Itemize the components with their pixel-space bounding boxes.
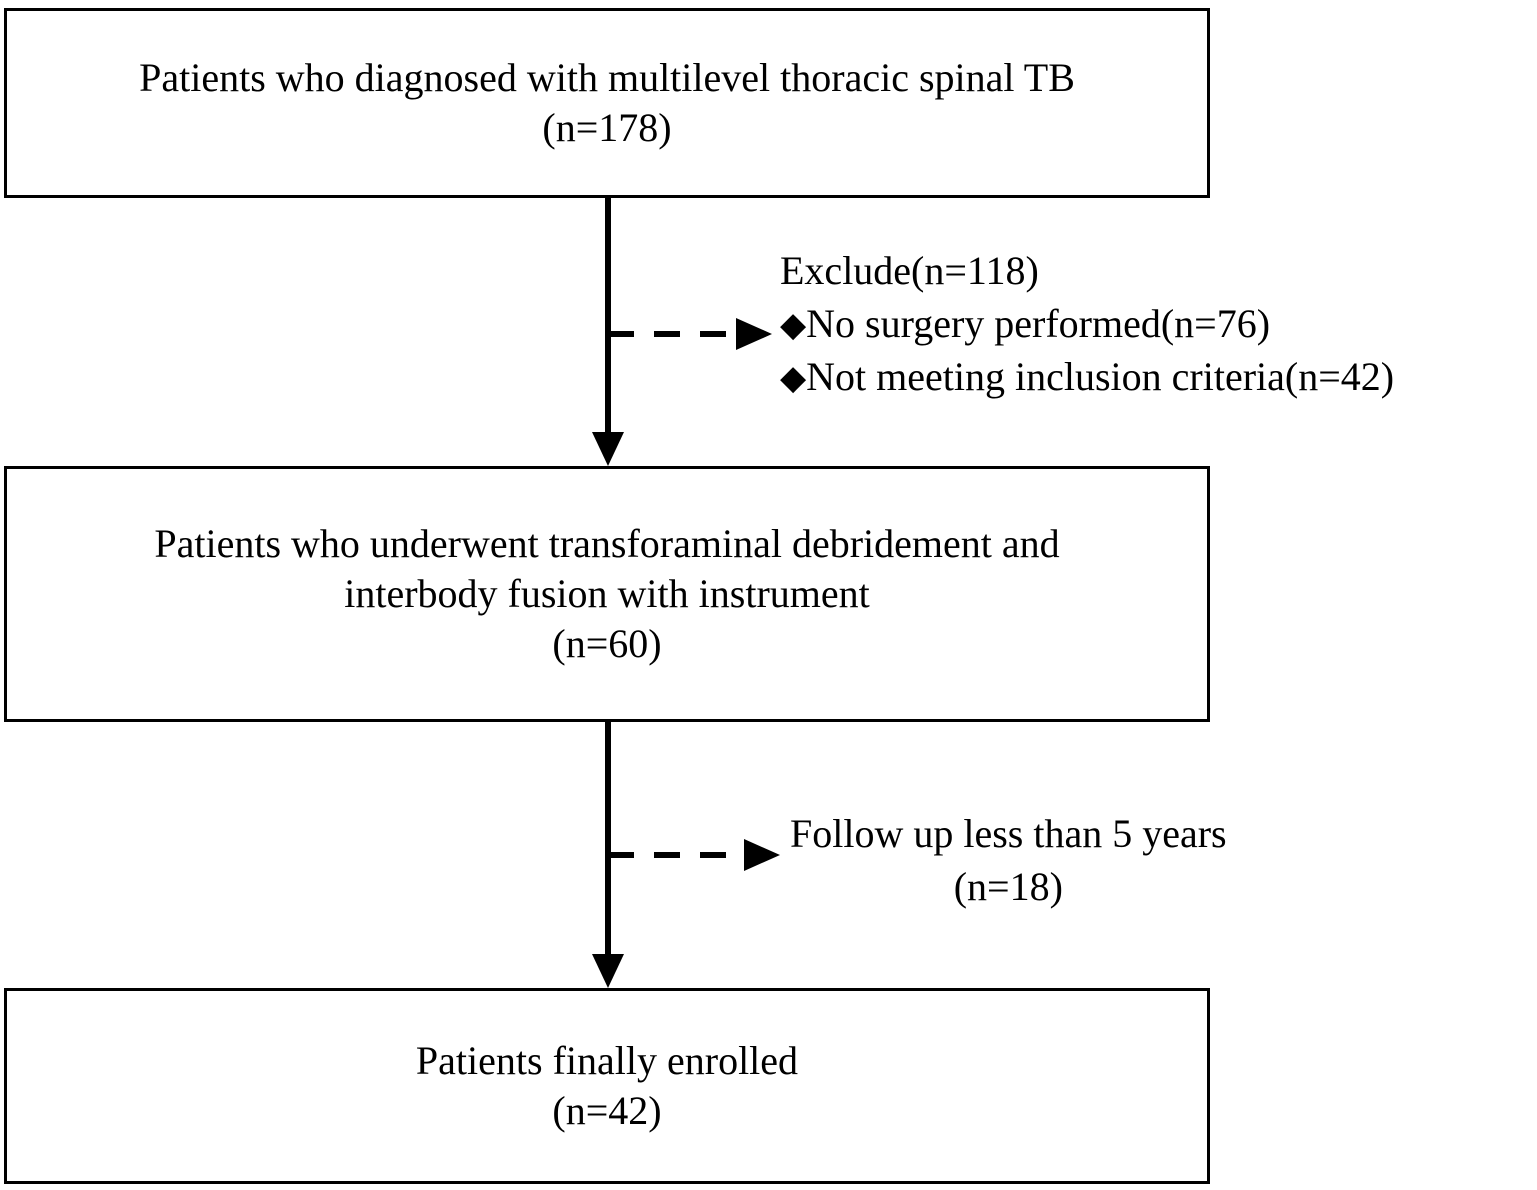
node-line: Patients finally enrolled — [415, 1038, 799, 1083]
exclusion-list-exclude-118 — [780, 245, 1394, 403]
node-line: interbody fusion with instrument — [344, 571, 870, 616]
node-final-enrolled — [4, 988, 1210, 1184]
diamond-bullet-icon: ◆ — [780, 306, 807, 344]
exclusion-line: Follow up less than 5 years — [790, 811, 1227, 856]
exclusion-heading: Exclude(n=118) — [780, 248, 1039, 293]
node-line: Patients who diagnosed with multilevel thoracic spinal TB — [139, 55, 1075, 100]
diamond-bullet-icon: ◆ — [780, 359, 807, 397]
exclusion-line: (n=18) — [953, 863, 1063, 909]
node-line: (n=42) — [552, 1088, 662, 1133]
exclusion-item — [780, 298, 1394, 351]
node-line: Patients who underwent transforaminal debridement and — [154, 521, 1060, 566]
exclusion-followup-loss — [790, 808, 1227, 914]
exclusion-item — [780, 351, 1394, 404]
node-surgery-group — [4, 466, 1210, 722]
node-enrolled-source — [4, 8, 1210, 198]
exclusion-item-label: No surgery performed(n=76) — [806, 300, 1271, 346]
exclusion-item-label: Not meeting inclusion criteria(n=42) — [806, 353, 1395, 399]
node-line: (n=178) — [542, 105, 672, 150]
node-line: (n=60) — [552, 621, 662, 666]
